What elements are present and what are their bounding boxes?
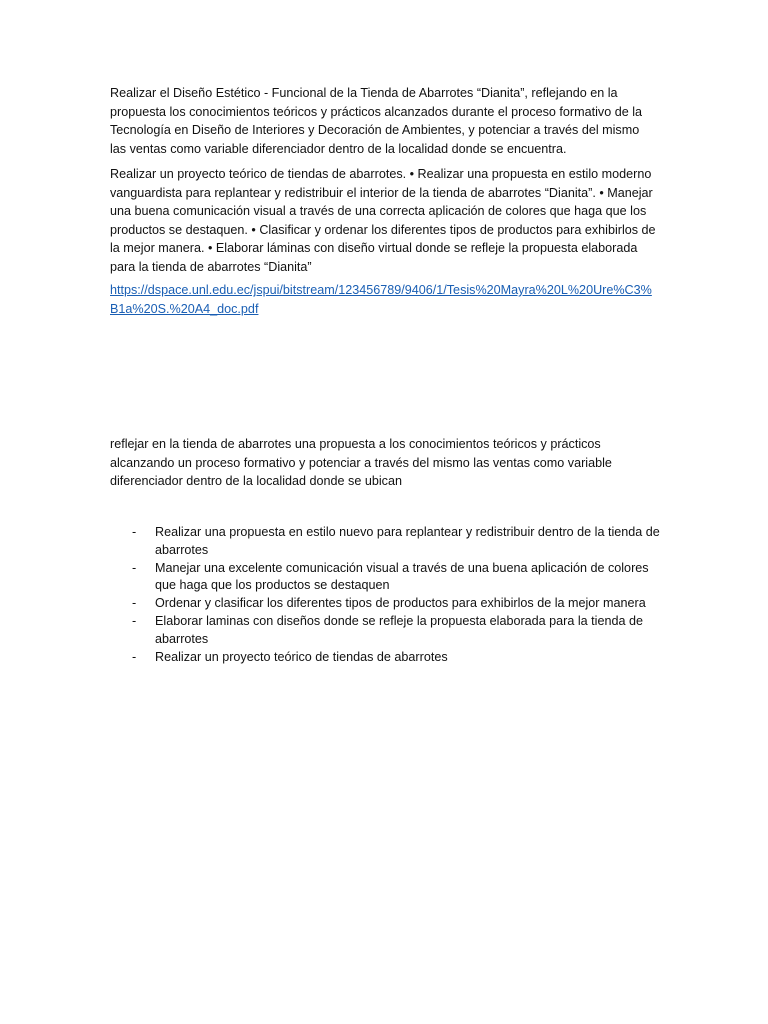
bullet-dash: - xyxy=(132,596,137,611)
bullet-list xyxy=(110,524,670,666)
paragraph-objective: Realizar el Diseño Estético - Funcional de la Tienda de Abarrotes “Dianita”, reflejando en la propuesta los conocimientos teóricos y prácticos alcanzados durante el proceso formativo de la Tecnología en Diseño de Interiores y Decoración de Ambientes, y potenciar a través del mismo las ventas como variable diferenciador dentro de la localidad donde se encuentra. xyxy=(110,86,643,156)
paragraph-reflection: reflejar en la tienda de abarrotes una propuesta a los conocimientos teóricos y prácticos alcanzando un proceso formativo y potenciar a través del mismo las ventas como variable diferenciador dentro de la localidad donde se ubican xyxy=(110,437,612,488)
paragraph-specific-objectives: Realizar un proyecto teórico de tiendas de abarrotes. • Realizar una propuesta en estilo moderno vanguardista para replantear y redistribuir el interior de la tienda de abarrotes “Dianita”. • Manejar una buena comunicación visual a través de una correcta aplicación de colores que haga que los productos se destaquen. • Clasificar y ordenar los diferentes tipos de productos para exhibirlos de la mejor manera. • Elaborar láminas con diseño virtual donde se refleje la propuesta elaborada para la tienda de abarrotes “Dianita” xyxy=(110,167,656,274)
bullet-dash: - xyxy=(132,560,137,575)
bullet-text: Manejar una excelente comunicación visual a través de una buena aplicación de colores que haga que los productos se destaquen xyxy=(155,560,649,593)
bullet-text: Realizar una propuesta en estilo nuevo para replantear y redistribuir dentro de la tienda de abarrotes xyxy=(155,525,660,557)
bullet-text: Elaborar laminas con diseños donde se refleje la propuesta elaborada para la tienda de abarrotes xyxy=(155,613,643,646)
thesis-link[interactable]: https://dspace.unl.edu.ec/jspui/bitstream/123456789/9406/1/Tesis%20Mayra%20L%20Ure%C3%B1a%20S.%20A4_doc.pdf xyxy=(110,283,652,316)
link-paragraph xyxy=(110,281,658,318)
bullet-dash: - xyxy=(132,613,137,628)
list-item xyxy=(110,649,670,667)
list-item xyxy=(110,524,670,560)
bullet-text: Realizar un proyecto teórico de tiendas de abarrotes xyxy=(155,649,448,664)
bullet-dash: - xyxy=(132,525,137,539)
list-item xyxy=(110,613,670,649)
list-item xyxy=(110,595,670,613)
bullet-dash: - xyxy=(132,649,137,664)
list-item xyxy=(110,560,670,596)
bullet-text: Ordenar y clasificar los diferentes tipos de productos para exhibirlos de la mejor manera xyxy=(155,596,646,611)
